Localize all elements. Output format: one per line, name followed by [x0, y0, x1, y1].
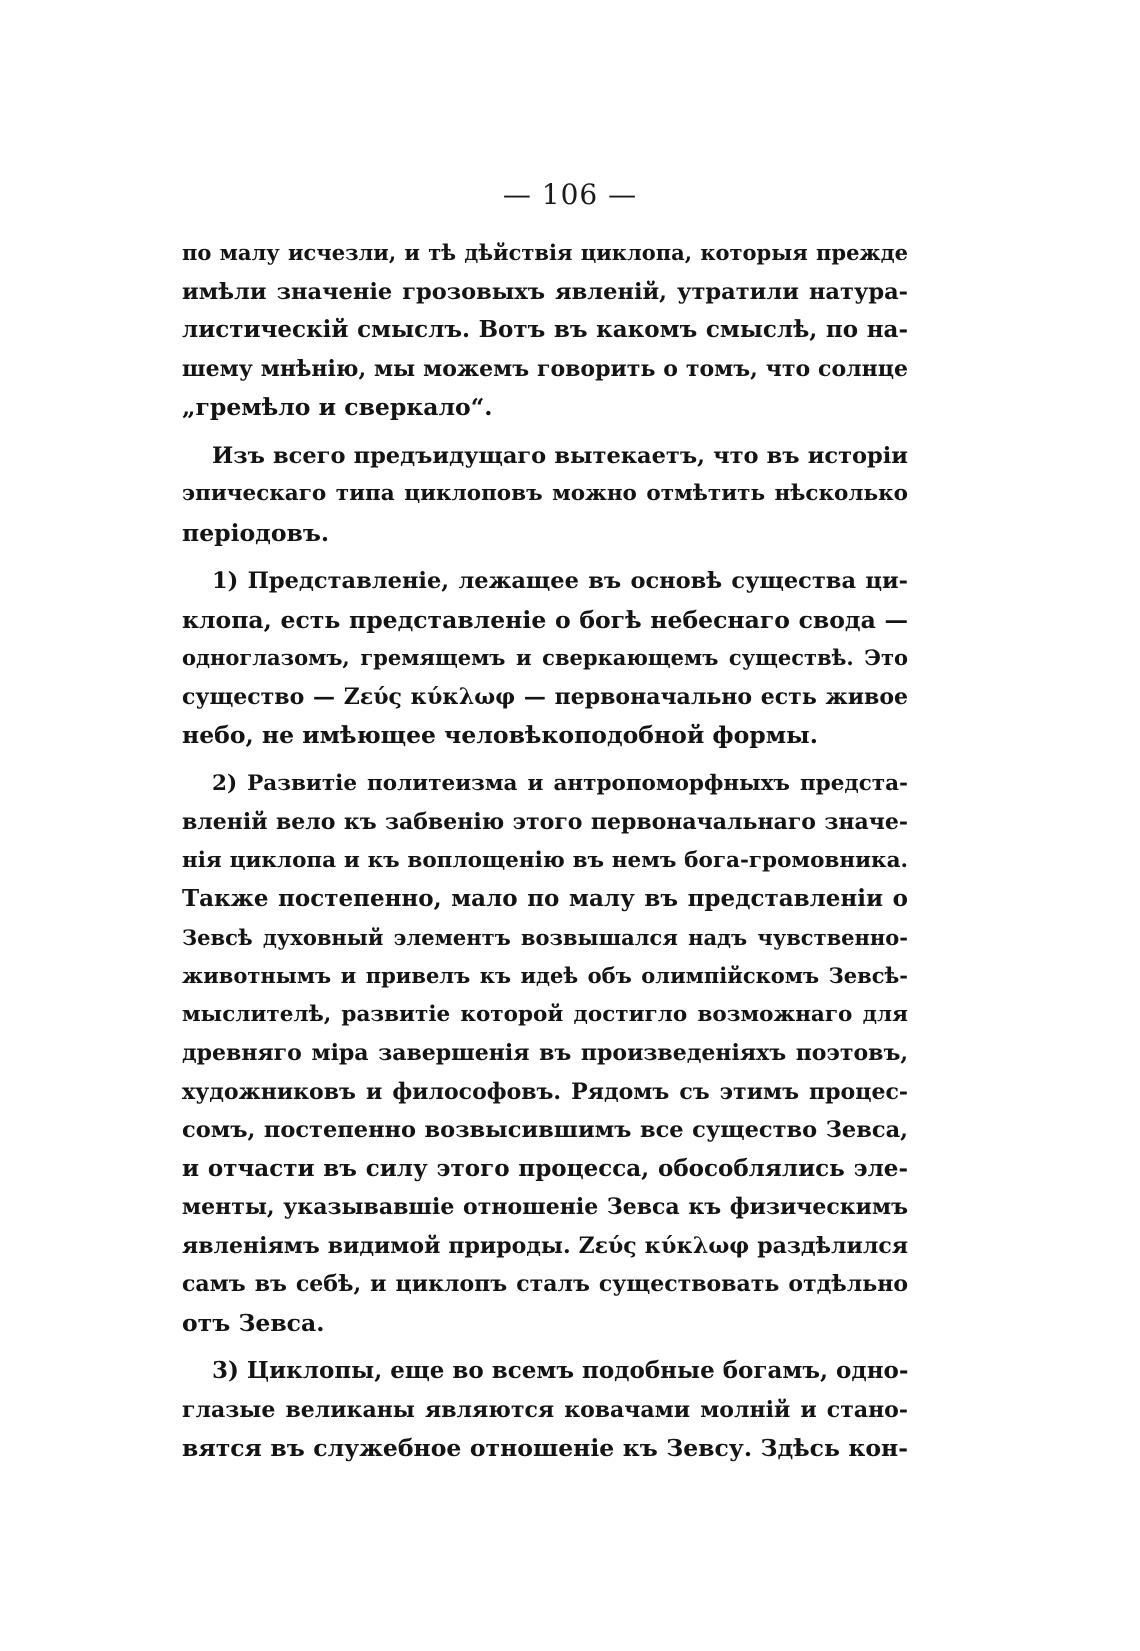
text-line: вятся въ служебное отношеніе къ Зевсу. Здѣсь кон-	[182, 1434, 908, 1462]
body-text	[182, 234, 908, 1478]
text-line: животнымъ и привелъ къ идеѣ объ олимпійскомъ Зевсѣ-	[182, 963, 908, 988]
paragraph-4	[182, 765, 908, 1343]
text-line: имѣли значеніе грозовыхъ явленій, утратили натура-	[182, 278, 908, 305]
text-line: одноглазомъ, гремящемъ и сверкающемъ существѣ. Это	[182, 645, 908, 670]
text-line: художниковъ и философовъ. Рядомъ съ этимъ процес-	[182, 1078, 908, 1105]
text-line: древняго міра завершенія въ произведеніяхъ поэтовъ,	[182, 1040, 908, 1066]
text-line: эпическаго типа циклоповъ можно отмѣтить нѣсколько	[182, 481, 908, 506]
text-line: по малу исчезли, и тѣ дѣйствія циклопа, которыя прежде	[182, 240, 908, 265]
text-line: сомъ, постепенно возвысившимъ все существо Зевса,	[182, 1117, 908, 1143]
paragraph-3	[182, 562, 908, 755]
text-line: Также постепенно, мало по малу въ представленіи о	[182, 885, 908, 912]
text-line: листическій смыслъ. Вотъ въ какомъ смыслѣ, по на-	[182, 316, 908, 343]
text-line: отъ Зевса.	[182, 1308, 325, 1337]
text-line: Зевсѣ духовный элементъ возвышался надъ чувственно-	[182, 924, 908, 950]
text-line: періодовъ.	[182, 518, 330, 547]
text-line: явленіямъ видимой природы. Ζεύς κύκλωφ раздѣлился	[182, 1232, 908, 1259]
paragraph-2	[182, 437, 908, 553]
page-number: — 106 —	[502, 178, 638, 211]
text-line: самъ въ себѣ, и циклопъ сталъ существовать отдѣльно	[182, 1271, 908, 1297]
text-line: существо — Ζεύς κύκλωφ — первоначально есть живое	[182, 683, 908, 710]
text-line: менты, указывавшіе отношеніе Зевса къ физическимъ	[182, 1194, 908, 1220]
text-line: шему мнѣнію, мы можемъ говорить о томъ, что солнце	[182, 355, 908, 382]
text-line: клопа, есть представленіе о богѣ небеснаго свода —	[182, 605, 908, 634]
paragraph-1	[182, 234, 908, 427]
text-line: 2) Развитіе политеизма и антропоморфныхъ предста-	[212, 770, 908, 796]
text-line: 3) Циклопы, еще во всемъ подобные богамъ, одно-	[212, 1357, 909, 1384]
text-line: мыслителѣ, развитіе которой достигло возможнаго для	[182, 1001, 908, 1027]
text-line: небо, не имѣющее человѣкоподобной формы.	[182, 721, 818, 749]
text-line: „гремѣло и сверкало“.	[182, 393, 493, 421]
text-line: 1) Представленіе, лежащее въ основѣ существа ци-	[212, 568, 908, 594]
text-line: вленій вело къ забвенію этого первоначальнаго значе-	[182, 809, 908, 835]
text-line: и отчасти въ силу этого процесса, обособлялись эле-	[182, 1154, 908, 1182]
text-line: нія циклопа и къ воплощенію въ немъ бога-громовника.	[182, 847, 908, 873]
text-line: глазые великаны являются ковачами молній и стано-	[182, 1396, 908, 1423]
text-line: Изъ всего предъидущаго вытекаетъ, что въ исторіи	[212, 442, 908, 469]
paragraph-5	[182, 1352, 908, 1468]
